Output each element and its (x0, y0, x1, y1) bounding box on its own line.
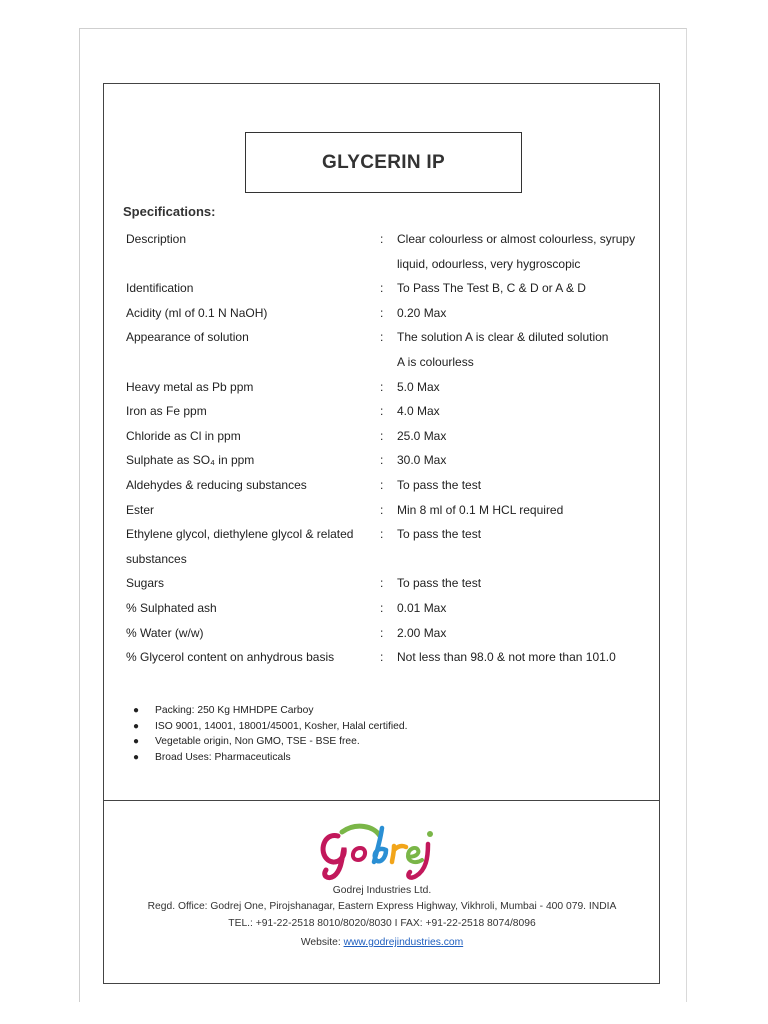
spec-parameter-line: Description (126, 232, 187, 246)
spec-value-line: To pass the test (397, 477, 482, 492)
spec-value (397, 645, 642, 670)
spec-value (397, 399, 642, 424)
spec-colon: : (380, 428, 384, 443)
spec-row (126, 498, 646, 523)
spec-row (126, 399, 646, 424)
spec-parameter-line: Appearance of solution (126, 330, 249, 345)
spec-row (126, 301, 646, 326)
spec-row (126, 448, 646, 473)
bullet-text: ISO 9001, 14001, 18001/45001, Kosher, Halal certified. (155, 720, 408, 732)
spec-parameter (126, 498, 366, 523)
bullet-text: Vegetable origin, Non GMO, TSE - BSE free. (155, 736, 360, 748)
spec-row (126, 325, 646, 374)
spec-colon: : (380, 232, 384, 246)
spec-colon: : (380, 453, 384, 468)
spec-value (397, 375, 642, 400)
spec-colon: : (380, 477, 384, 492)
spec-colon: : (380, 650, 384, 665)
spec-colon: : (380, 305, 384, 320)
spec-parameter-line: Aldehydes & reducing substances (126, 477, 307, 492)
spec-parameter-line: Chloride as Cl in ppm (126, 428, 241, 443)
spec-value-line: 4.0 Max (397, 404, 440, 419)
spec-value (397, 522, 642, 547)
spec-parameter-line: substances (126, 551, 187, 566)
spec-value-line: 0.01 Max (397, 600, 447, 615)
spec-parameter-line: % Water (w/w) (126, 625, 204, 640)
footer-website (104, 937, 660, 948)
spec-value-line: Clear colourless or almost colourless, syrupy (397, 232, 636, 246)
bullet-text: Packing: 250 Kg HMHDPE Carboy (155, 705, 314, 716)
spec-value-line: To pass the test (397, 576, 482, 591)
spec-colon: : (380, 281, 384, 296)
spec-row (126, 621, 646, 646)
spec-value (397, 325, 642, 374)
spec-parameter (126, 375, 366, 400)
bullet-item (133, 703, 407, 719)
spec-colon: : (380, 404, 384, 419)
spec-value (397, 498, 642, 523)
spec-parameter (126, 399, 366, 424)
bullet-list (133, 703, 407, 766)
spec-value-line: Min 8 ml of 0.1 M HCL required (397, 502, 564, 517)
spec-value-line: 5.0 Max (397, 379, 440, 394)
document-title: GLYCERIN IP (322, 151, 445, 173)
spec-value (397, 448, 642, 473)
footer-office-address: Regd. Office: Godrej One, Pirojshanagar, Eastern Express Highway, Vikhroli, Mumbai - 400 079. INDIA (147, 901, 617, 912)
spec-value (397, 301, 642, 326)
website-label: Website: (300, 937, 344, 948)
spec-value-line: Not less than 98.0 & not more than 101.0 (397, 650, 616, 665)
spec-value (397, 276, 642, 301)
spec-value (397, 621, 642, 646)
spec-row (126, 424, 646, 449)
bullet-text: Broad Uses: Pharmaceuticals (155, 752, 291, 764)
website-link[interactable]: www.godrejindustries.com (343, 937, 464, 948)
spec-colon: : (380, 330, 384, 345)
bullet-dot-icon: ● (133, 720, 140, 732)
bullet-dot-icon: ● (133, 736, 140, 748)
spec-parameter-line: % Glycerol content on anhydrous basis (126, 650, 335, 665)
spec-colon: : (380, 576, 384, 591)
footer-divider (104, 800, 660, 801)
spec-row (126, 227, 646, 276)
spec-row (126, 645, 646, 670)
specifications-table (126, 227, 646, 670)
spec-value-line: 2.00 Max (397, 625, 447, 640)
bullet-item (133, 719, 407, 735)
spec-parameter-line: % Sulphated ash (126, 600, 217, 615)
bullet-item (133, 734, 407, 750)
spec-parameter-line: Sulphate as SO₄ in ppm (126, 453, 255, 468)
spec-parameter (126, 448, 366, 473)
spec-value-line: A is colourless (397, 354, 474, 369)
spec-row (126, 522, 646, 571)
spec-parameter-line: Heavy metal as Pb ppm (126, 379, 254, 394)
footer-company: Godrej Industries Ltd. (332, 885, 432, 896)
bullet-item (133, 750, 407, 766)
spec-value-line: The solution A is clear & diluted solution (397, 330, 609, 345)
spec-parameter (126, 473, 366, 498)
spec-value-line: 25.0 Max (397, 428, 447, 443)
spec-row (126, 276, 646, 301)
spec-parameter-line: Ester (126, 502, 155, 517)
spec-value (397, 473, 642, 498)
title-box (245, 132, 522, 193)
spec-parameter (126, 522, 366, 571)
spec-value (397, 571, 642, 596)
spec-parameter (126, 301, 366, 326)
footer-contact: TEL.: +91-22-2518 8010/8020/8030 I FAX: +91-22-2518 8074/8096 (228, 918, 536, 929)
spec-row (126, 596, 646, 621)
spec-parameter-line: Iron as Fe ppm (126, 404, 207, 419)
spec-parameter-line: Sugars (126, 576, 165, 591)
spec-row (126, 473, 646, 498)
spec-parameter (126, 424, 366, 449)
spec-colon: : (380, 379, 384, 394)
bullet-dot-icon: ● (133, 752, 140, 764)
spec-parameter (126, 325, 366, 350)
spec-value-line: To pass the test (397, 527, 482, 542)
spec-parameter (126, 227, 366, 252)
spec-parameter (126, 596, 366, 621)
spec-value-line: 0.20 Max (397, 305, 447, 320)
spec-parameter-line: Identification (126, 281, 194, 296)
spec-parameter-line: Ethylene glycol, diethylene glycol & related (126, 527, 354, 542)
spec-parameter (126, 276, 366, 301)
spec-parameter (126, 645, 366, 670)
spec-colon: : (380, 527, 384, 542)
spec-colon: : (380, 600, 384, 615)
spec-value (397, 227, 642, 276)
spec-parameter-line: Acidity (ml of 0.1 N NaOH) (126, 305, 268, 320)
bullet-dot-icon: ● (133, 705, 140, 716)
spec-value-line: liquid, odourless, very hygroscopic (397, 256, 581, 271)
spec-value-line: 30.0 Max (397, 453, 447, 468)
specifications-heading: Specifications: (123, 204, 216, 219)
spec-colon: : (380, 625, 384, 640)
spec-parameter (126, 571, 366, 596)
spec-row (126, 375, 646, 400)
spec-value-line: To Pass The Test B, C & D or A & D (397, 281, 586, 296)
spec-value (397, 424, 642, 449)
spec-value (397, 596, 642, 621)
spec-colon: : (380, 502, 384, 517)
spec-row (126, 571, 646, 596)
spec-parameter (126, 621, 366, 646)
godrej-logo (316, 818, 440, 882)
